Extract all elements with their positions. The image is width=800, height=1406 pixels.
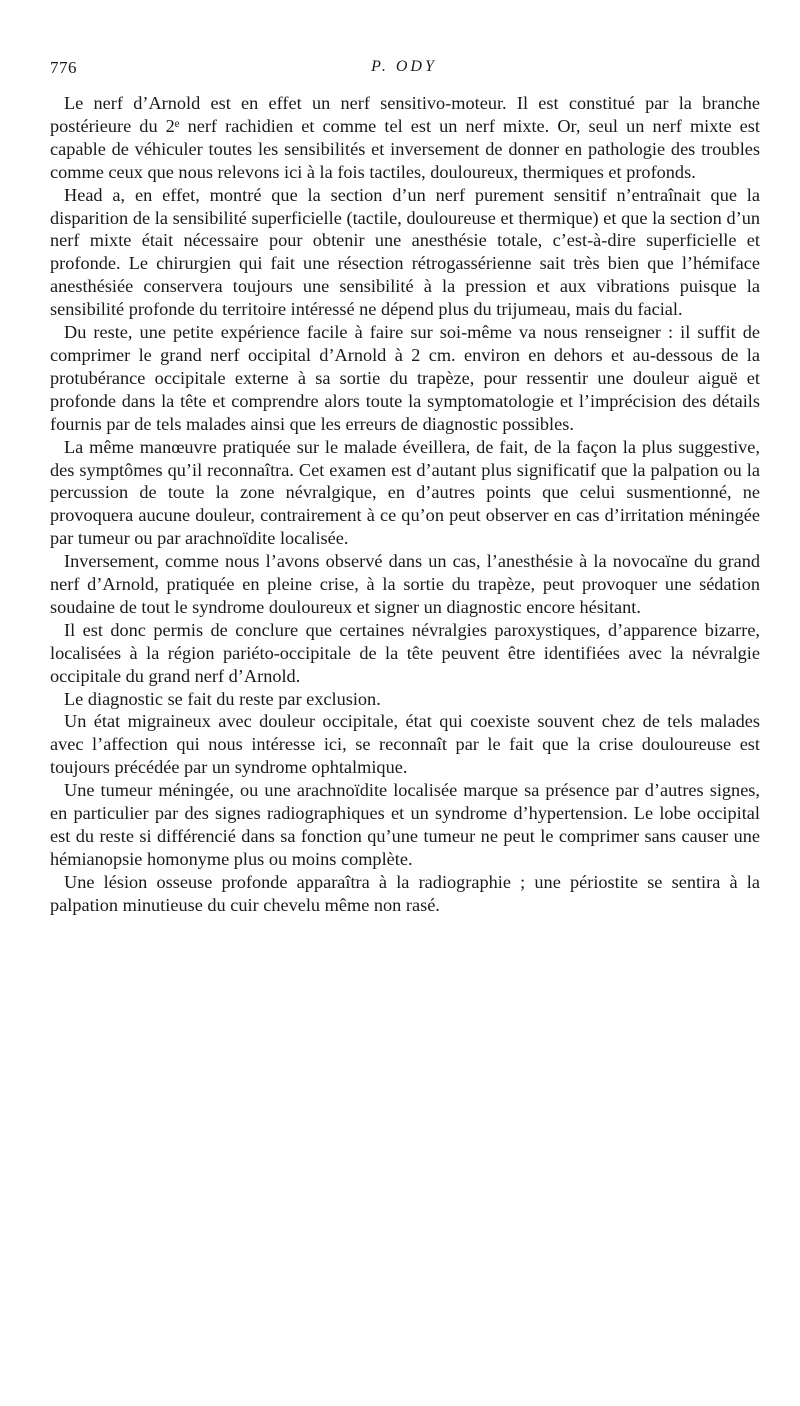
paragraph-manoeuvre: La même manœuvre pratiquée sur le malade éveillera, de fait, de la façon la plus suggestive, des symptômes qu’il reconnaîtra. Cet examen est d’autant plus significatif que la palpation ou la percussion de toute la zone névralgique, en d’autres points que celui susmentionné, ne provoquera aucune douleur, contrairement à ce qu’on peut observer en cas d’irritation méningée par tumeur ou par arachnoïdite localisée. bbox=[50, 436, 760, 549]
body-text bbox=[50, 92, 760, 917]
paragraph-migraine: Un état migraineux avec douleur occipitale, état qui coexiste souvent chez de tels malades avec l’affection qui nous intéresse ici, se reconnaît par le fait que la crise douloureuse est toujours précédée par un syndrome ophtalmique. bbox=[50, 711, 760, 778]
paragraph-diagnostic: Le diagnostic se fait du reste par exclusion. bbox=[64, 688, 381, 709]
paragraph-lesion-osseuse: Une lésion osseuse profonde apparaîtra à la radiographie ; une périostite se sentira à la palpation minutieuse du cuir chevelu même non rasé. bbox=[50, 871, 760, 915]
paragraph-head-section: Head a, en effet, montré que la section d’un nerf purement sensitif n’entraînait que la disparition de la sensibilité superficielle (tactile, douloureuse et thermique) et que la section d’un nerf mixte était nécessaire pour obtenir une anesthésie totale, c’est-à-dire superficielle et profonde. Le chirurgien qui fait une résection rétrogassérienne sait très bien que l’hémiface anesthésiée conservera toujours une sensibilité à la pression et aux vibrations puisque la sensibilité profonde du territoire intéressé ne dépend plus du trijumeau, mais du facial. bbox=[50, 184, 760, 320]
paragraph-experience: Du reste, une petite expérience facile à faire sur soi-même va nous renseigner : il suffit de comprimer le grand nerf occipital d’Arnold à 2 cm. environ en dehors et au-dessous de la protubérance occipitale externe à sa sortie du trapèze, pour ressentir une douleur aiguë et profonde dans la tête et comprendre alors toute la symptomatologie et l’imprécision des détails fournis par de tels malades ainsi que les erreurs de diagnostic possibles. bbox=[50, 322, 760, 434]
running-head-author: P. ODY bbox=[371, 58, 437, 75]
paragraph-nerf-arnold: Le nerf d’Arnold est en effet un nerf sensitivo-moteur. Il est constitué par la branche postérieure du 2ᵉ nerf rachidien et comme tel est un nerf mixte. Or, seul un nerf mixte est capable de véhiculer toutes les sensibilités et inversement de donner en pathologie des troubles comme ceux que nous relevons ici à la fois tactiles, douloureux, thermiques et profonds. bbox=[50, 93, 760, 182]
page-header bbox=[50, 58, 758, 82]
page-number: 776 bbox=[50, 58, 77, 77]
paragraph-inversement: Inversement, comme nous l’avons observé dans un cas, l’anesthésie à la novocaïne du grand nerf d’Arnold, pratiquée en pleine crise, à la sortie du trapèze, peut provoquer une sédation soudaine de tout le syndrome douloureux et signer un diagnostic encore hésitant. bbox=[50, 551, 760, 617]
paragraph-tumeur: Une tumeur méningée, ou une arachnoïdite localisée marque sa présence par d’autres signes, en particulier par des signes radiographiques et un syndrome d’hypertension. Le lobe occipital est du reste si différencié dans sa fonction qu’une tumeur ne peut le comprimer sans causer une hémianopsie homonyme plus ou moins complète. bbox=[50, 780, 760, 869]
paragraph-conclusion: Il est donc permis de conclure que certaines névralgies paroxystiques, d’apparence bizarre, localisées à la région pariéto-occipitale de la tête peuvent être identifiées avec la névralgie occipitale du grand nerf d’Arnold. bbox=[50, 619, 760, 686]
